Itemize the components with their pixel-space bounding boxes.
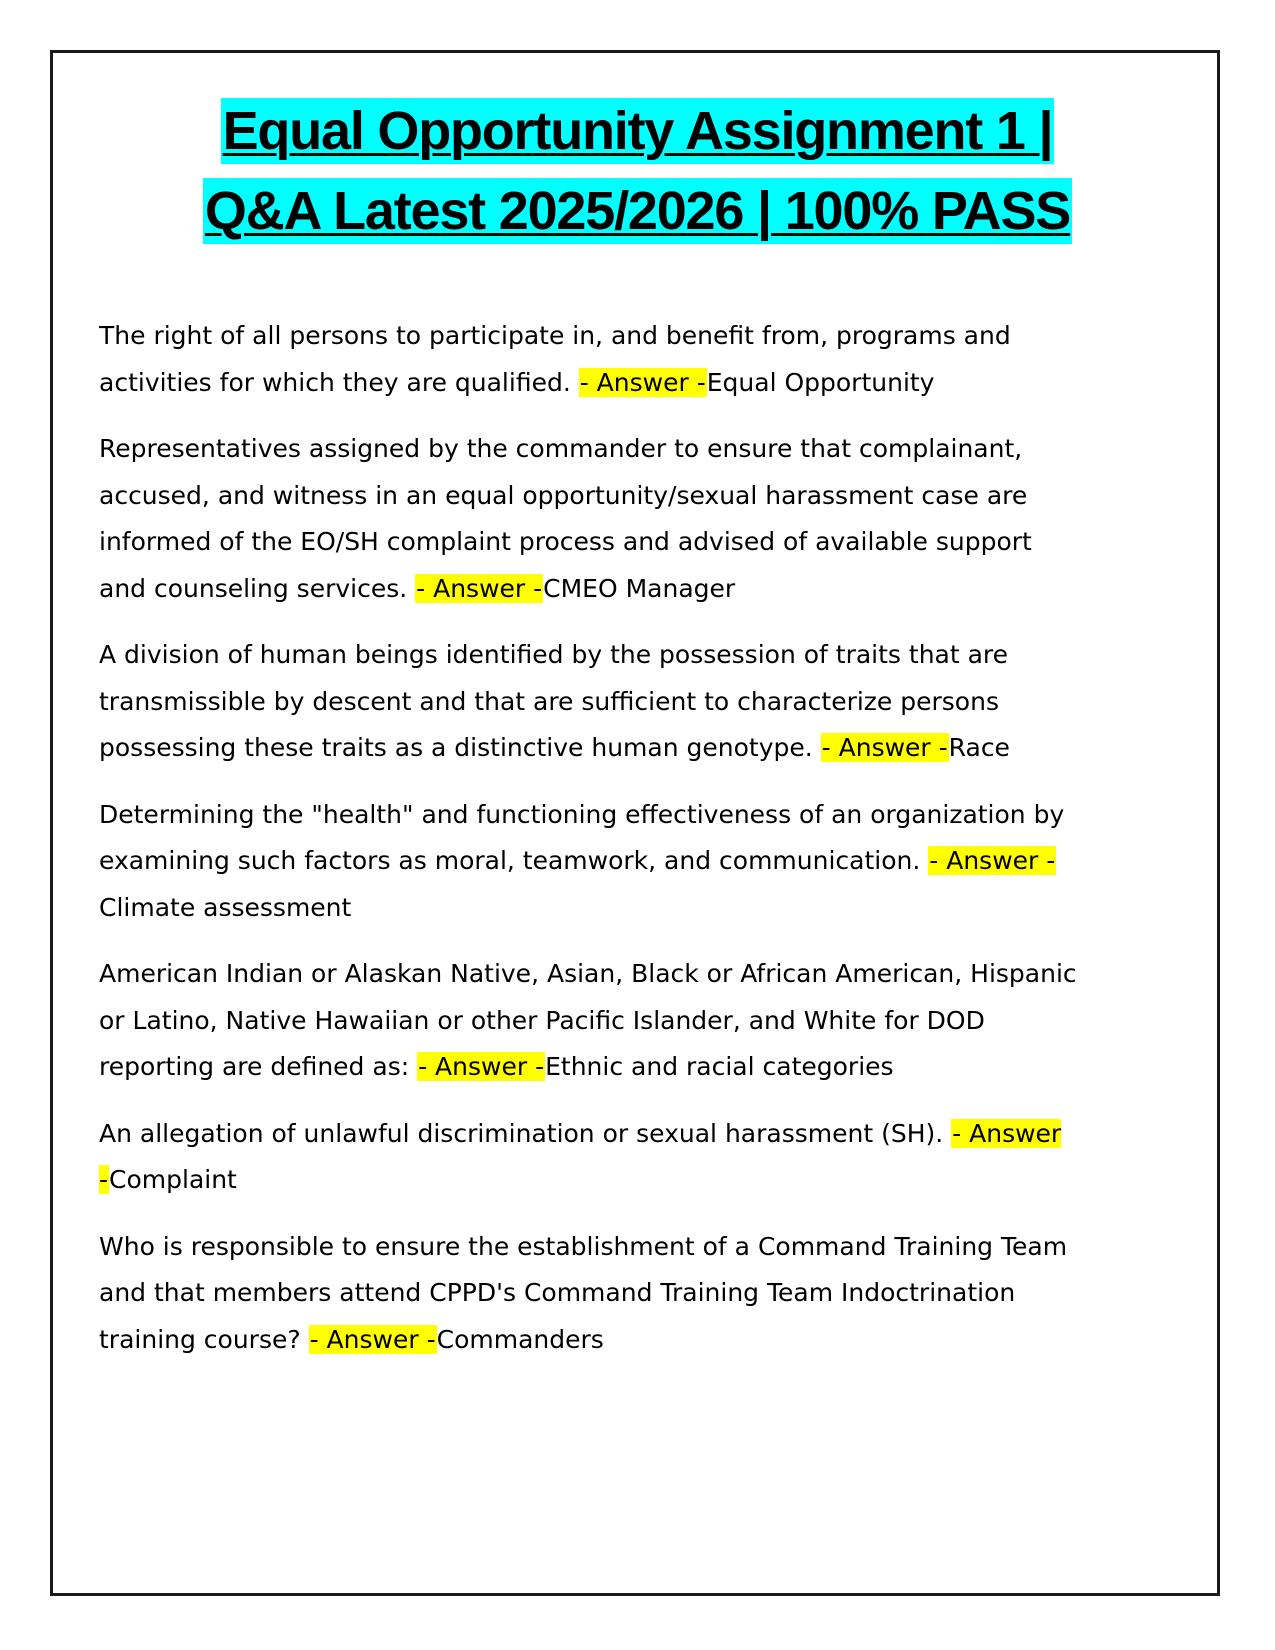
answer-marker: - Answer - <box>99 1118 1062 1194</box>
qa-item <box>99 951 1079 1091</box>
answer-marker: - Answer - <box>416 573 543 603</box>
answer-marker: - Answer - <box>821 733 948 762</box>
question-text: An allegation of unlawful discrimination or sexual harassment (SH). <box>99 1118 952 1148</box>
question-text: Representatives assigned by the commander to ensure that complainant, accused, and witness in an equal opportunity/sexual harassment case are informed of the EO/SH complaint process and advised of available support and counseling services. <box>99 434 1032 603</box>
qa-item <box>99 792 1079 932</box>
answer-text: Climate assessment <box>99 892 352 922</box>
answer-text: Complaint <box>109 1165 237 1194</box>
answer-text: Race <box>948 733 1010 762</box>
document-title <box>0 98 1275 258</box>
question-text: American Indian or Alaskan Native, Asian, Black or African American, Hispanic or Latino, Native Hawaiian or other Pacific Islander, and White for DOD reporting are defined as: <box>99 959 1077 1081</box>
answer-text: CMEO Manager <box>543 573 736 603</box>
answer-marker: - Answer - <box>579 367 706 397</box>
qa-item <box>99 1111 1079 1204</box>
question-text: The right of all persons to participate in, and benefit from, programs and activities for which they are qualified. <box>99 321 1011 397</box>
answer-marker: - Answer - <box>309 1324 436 1354</box>
answer-text: Ethnic and racial categories <box>545 1052 894 1081</box>
qa-item <box>99 313 1079 406</box>
answer-marker: - Answer - <box>418 1052 545 1081</box>
qa-item <box>99 632 1079 772</box>
qa-list <box>99 313 1079 1383</box>
question-text: A division of human beings identified by the possession of traits that are transmissible by descent and that are sufficient to characterize persons possessing these traits as a distinctive human genotype. <box>99 640 1009 762</box>
answer-marker: - Answer - <box>929 846 1056 875</box>
question-text: Who is responsible to ensure the establishment of a Command Training Team and that members attend CPPD's Command Training Team Indoctrination training course? <box>99 1231 1068 1354</box>
qa-item <box>99 426 1079 612</box>
qa-item <box>99 1224 1079 1364</box>
question-text: Determining the "health" and functioning effectiveness of an organization by examining such factors as moral, teamwork, and communication. <box>99 799 1065 875</box>
title-line-1: Equal Opportunity Assignment 1 | <box>221 98 1055 164</box>
title-line-2: Q&A Latest 2025/2026 | 100% PASS <box>203 178 1072 244</box>
answer-text: Equal Opportunity <box>706 367 935 397</box>
answer-text: Commanders <box>436 1324 604 1354</box>
